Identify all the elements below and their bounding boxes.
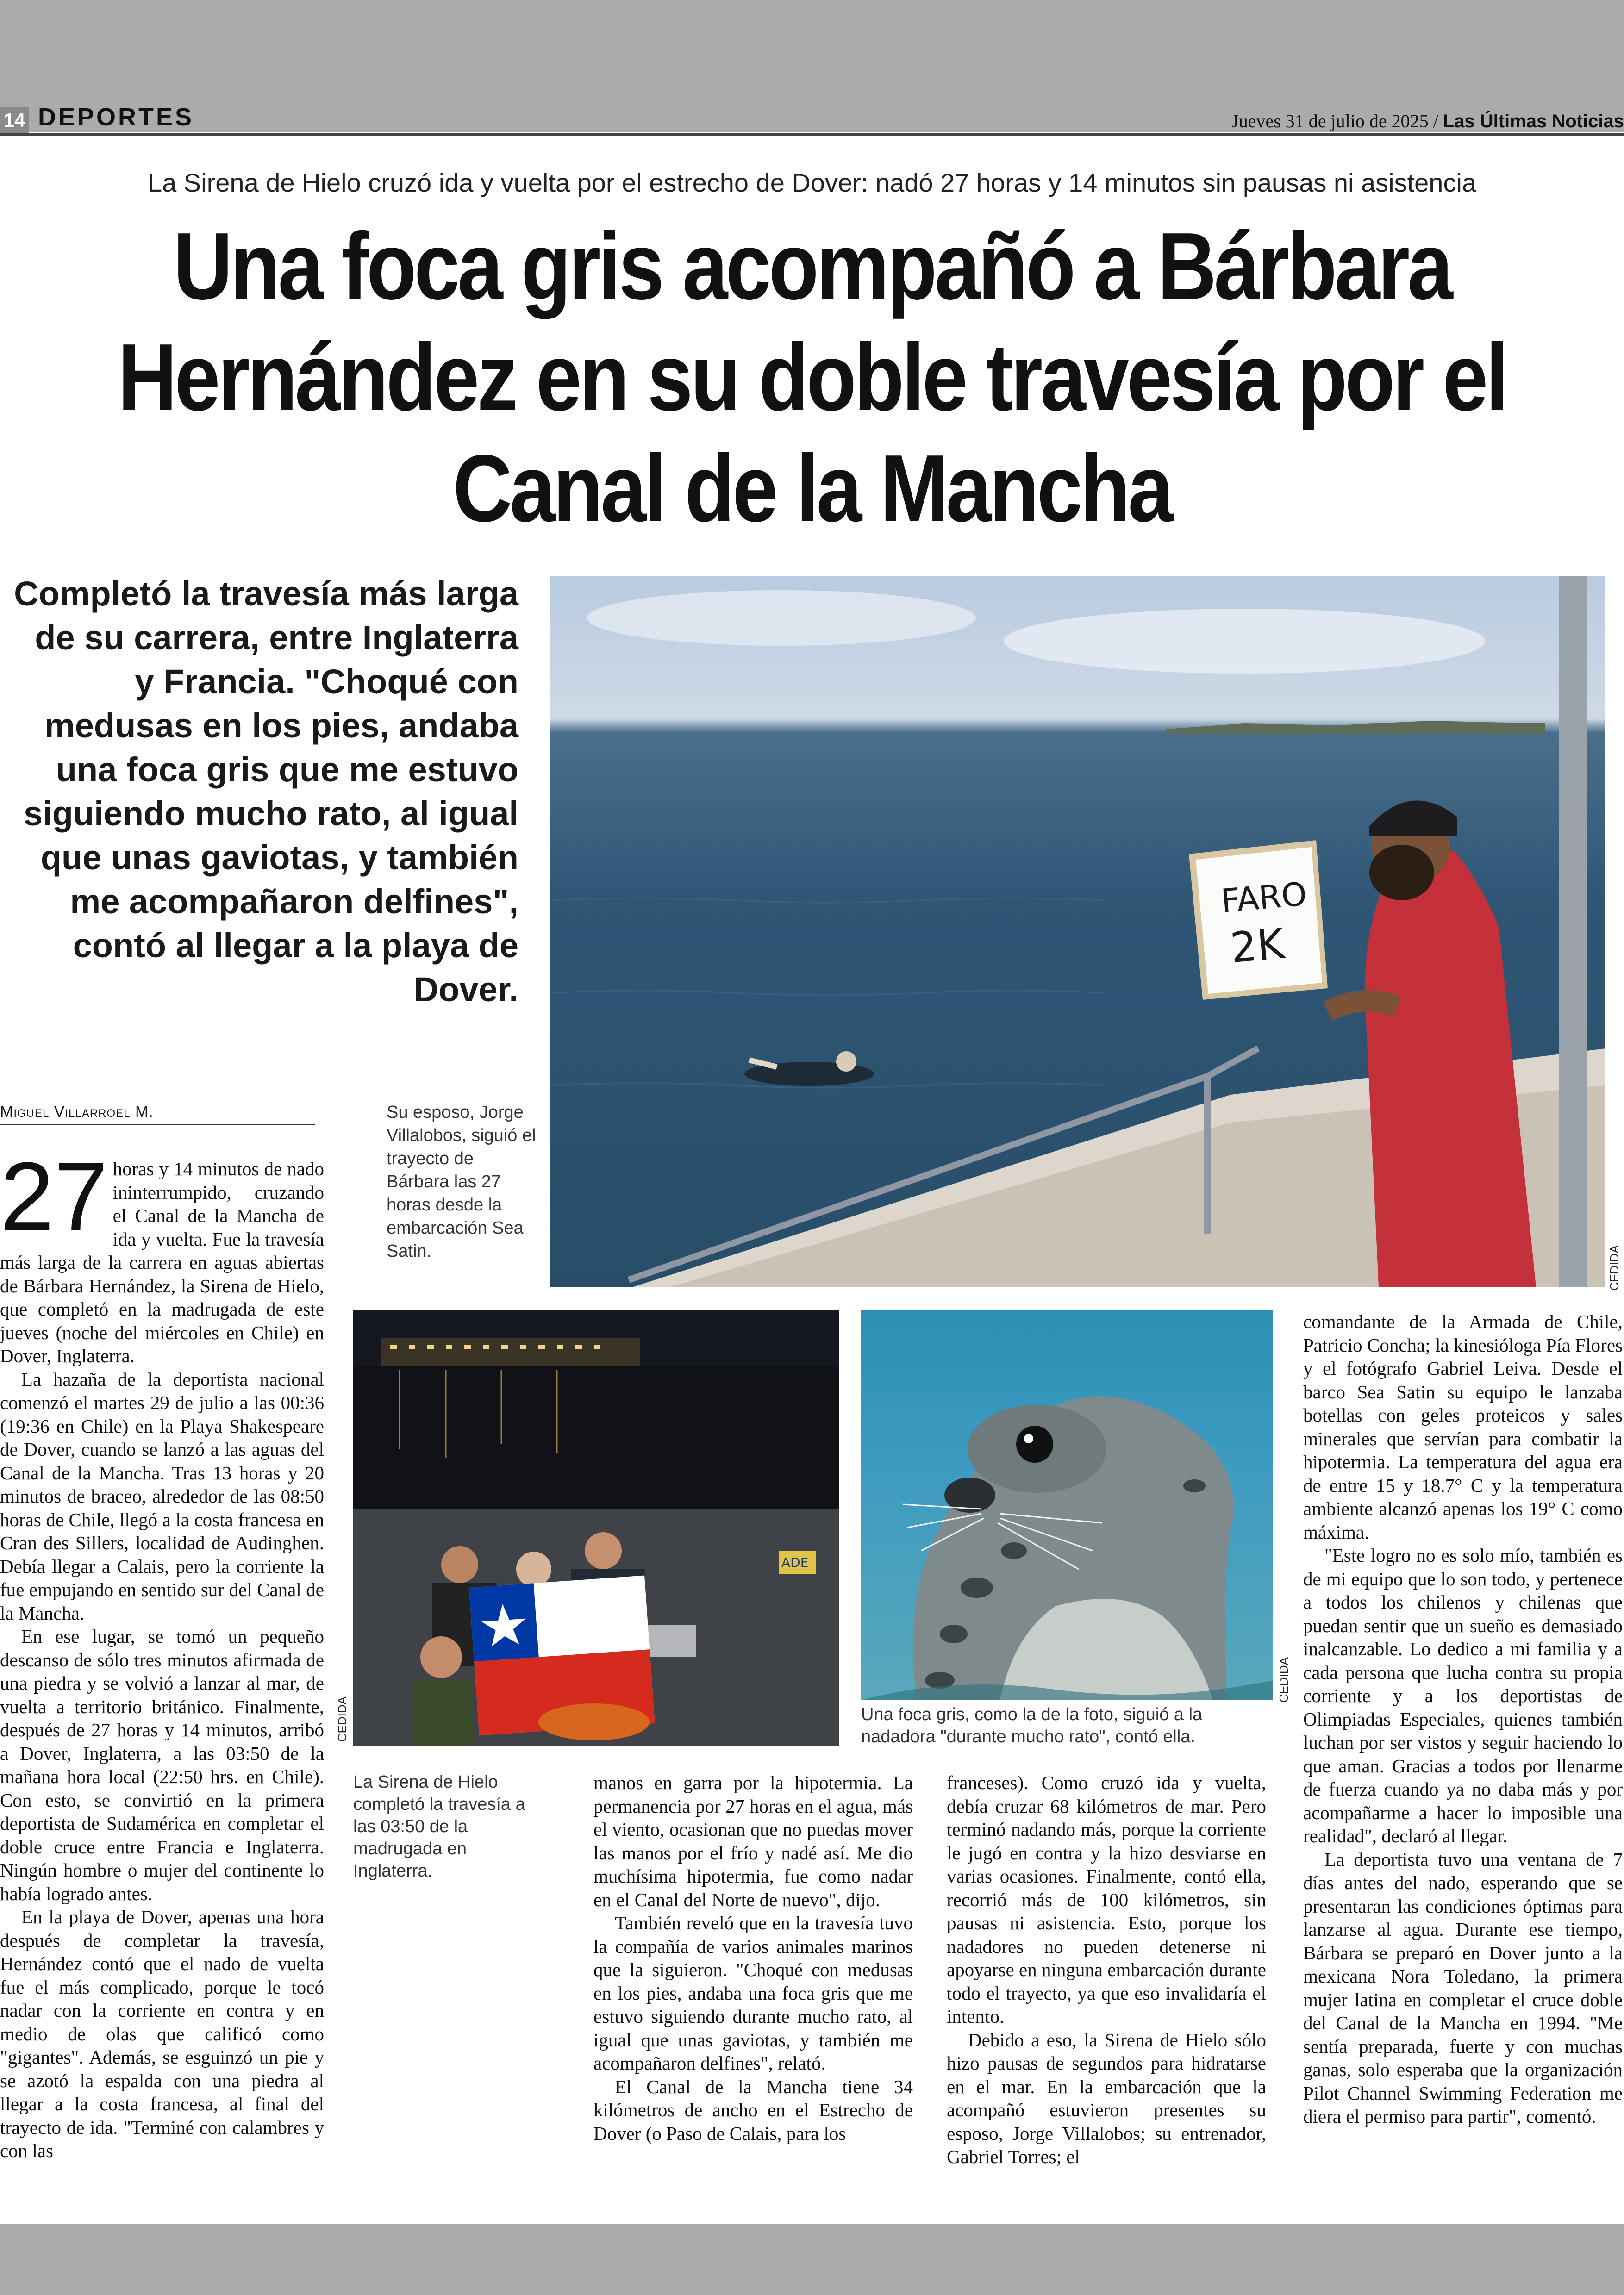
seal-photo-caption: Una foca gris, como la de la foto, siguió a la nadadora "durante mucho rato", contó ella. xyxy=(861,1705,1203,1746)
sign-text-line2: 2K xyxy=(1228,919,1287,973)
headline xyxy=(114,211,1511,544)
article-paragraph xyxy=(0,1142,324,1368)
page-number: 14 xyxy=(0,107,29,133)
article-paragraph: "Este logro no es solo mío, también es de mi equipo que lo son todo, y pertenece a todos los chilenos y chilenas que puedan sentir que un sueño es demasiado inalcanzable. Lo dedico a mi familia y a cada persona que lucha contra su propia corriente y a los deportistas de Olimpiadas Especiales, quienes también luchan por ser vistos y seguir haciendo lo que aman. Gracias a todos por llenarme de fuerza cuando ya no daba más y por acompañarme a hacer lo imposible una realidad", declaró al llegar. xyxy=(1303,1545,1623,1846)
lead-line: de su carrera, entre Inglaterra xyxy=(35,618,518,657)
night-photo xyxy=(353,1310,839,1746)
issue-date: Jueves 31 de julio de 2025 xyxy=(1231,111,1429,131)
article-column-1 xyxy=(0,1142,324,2163)
lead-summary xyxy=(9,572,518,1011)
lead-line: y Francia. "Choqué con xyxy=(135,662,518,701)
article-column-2 xyxy=(593,1771,913,2145)
night-photo-illustration xyxy=(353,1310,839,1746)
seal-illustration xyxy=(861,1310,1273,1700)
lead-line: una foca gris que me estuvo xyxy=(56,750,518,789)
lead-line: Completó la travesía más larga xyxy=(14,574,518,613)
publication-name: Las Últimas Noticias xyxy=(1443,111,1624,131)
article-paragraph: También reveló que en la travesía tuvo la compañía de varios animales marinos que la siguieron. "Choqué con medusas en los pies, andaba una foca gris que me estuvo siguiendo durante mucho rato, al igual que unas gaviotas, y también me acompañaron delfines", relató. xyxy=(593,1912,913,2074)
seal-photo xyxy=(861,1310,1273,1700)
article-paragraph: En la playa de Dover, apenas una hora después de completar la travesía, Hernández contó que el nado de vuelta fue el más complicado, porque le tocó nadar con la corriente en contra y en medio de olas que calificó como "gigantes". Además, se esguinzó un pie y se azotó la espalda con una piedra al llegar a la costa francesa, al final del trayecto de ida. "Terminé con calambres y con las xyxy=(0,1906,324,2161)
headline-line: Una foca gris acompañó a Bárbara xyxy=(173,213,1451,319)
lead-line: siguiendo mucho rato, al igual xyxy=(24,794,518,833)
article-paragraph: Debido a eso, la Sirena de Hielo sólo hizo pausas de segundos para hidratarse en el mar. En la embarcación que la acompañó estuvieron presentes su esposo, Jorge Villalobos; su entrenador, Gabriel Torres; el xyxy=(947,2029,1266,2167)
lead-line: Dover. xyxy=(413,970,518,1009)
dropcap: 27 xyxy=(0,1142,108,1251)
night-photo-caption: La Sirena de Hielo completó la travesía a las 03:50 de la madrugada en Inglaterra. xyxy=(353,1772,525,1881)
headline-line: Canal de la Mancha xyxy=(453,435,1171,542)
article-intro: horas y 14 minutos de nado ininterrumpido, cruzando el Canal de la Mancha de ida y vuelta. Fue la travesía más larga de la carrera en aguas abiertas de Bárbara Hernández, la Sirena de Hielo, que completó en la madrugada de este jueves (noche del miércoles en Chile) en Dover, Inglaterra. xyxy=(0,1158,324,1366)
article-paragraph: La deportista tuvo una ventana de 7 días antes del nado, esperando que se presentaran las condiciones óptimas para lanzarse al agua. Durante ese tiempo, Bárbara se preparó en Dover junto a la mexicana Nora Toledano, la primera mujer latina en completar el cruce doble del Canal de la Mancha en 1994. "Me sentía preparada, fuerte y con muchas ganas, solo esperaba que la organización Pilot Channel Swimming Federation me diera el permiso para partir", comentó. xyxy=(1303,1848,1623,2127)
article-paragraph: comandante de la Armada de Chile, Patricio Concha; la kinesióloga Pía Flores y el fotógrafo Gabriel Leiva. Desde el barco Sea Satin su equipo le lanzaba botellas con geles proteicos y sales minerales que servían para combatir la hipotermia. La temperatura del agua era de entre 15 y 18.7° C y la temperatura ambiente alcanzó apenas los 19° C como máxima. xyxy=(1303,1311,1623,1543)
sign-text-line1: FARO xyxy=(1219,875,1309,920)
article-paragraph: La hazaña de la deportista nacional comenzó el martes 29 de julio a las 00:36 (19:36 en Chile) en la Playa Shakespeare de Dover, cuando se lanzó a las aguas del Canal de la Mancha. Tras 13 horas y 20 minutos de braceo, alrededor de las 08:50 horas de Chile, llegó a la costa francesa en Cran des Sillers, localidad de Audinghen. Debía llegar a Calais, pero la corriente la fue empujando en sentido sur del Canal de la Mancha. xyxy=(0,1368,324,1624)
main-photo-credit: CEDIDA xyxy=(1607,1245,1621,1291)
main-photo-caption: Su esposo, Jorge Villalobos, siguió el trayecto de Bárbara las 27 horas desde la embarcación Sea Satin. xyxy=(387,1103,536,1261)
headline-line: Hernández en su doble travesía por el xyxy=(118,324,1506,430)
article-paragraph: franceses). Como cruzó ida y vuelta, debía cruzar 68 kilómetros de mar. Pero terminó nadando más, porque la corriente le jugó en contra y la hizo desviarse en varias ocasiones. Finalmente, contó ella, recorrió más de 100 kilómetros, sin pausas ni asistencia. Esto, porque los nadadores no pueden detenerse ni apoyarse en ninguna embarcación durante todo el trayecto, ya que eso invalidaría el intento. xyxy=(947,1772,1266,2027)
main-photo-illustration xyxy=(550,576,1605,1287)
article-paragraph: El Canal de la Mancha tiene 34 kilómetros de ancho en el Estrecho de Dover (o Paso de Calais, para los xyxy=(593,2076,913,2144)
article-column-3 xyxy=(947,1771,1266,2169)
boat-label: ADE xyxy=(781,1555,809,1570)
seal-photo-credit: CEDIDA xyxy=(1277,1657,1291,1703)
lead-line: medusas en los pies, andaba xyxy=(44,706,518,745)
dateline xyxy=(1231,110,1624,132)
lead-line: contó al llegar a la playa de xyxy=(73,926,518,965)
section-title: DEPORTES xyxy=(38,103,194,131)
lead-line: me acompañaron delfines", xyxy=(70,882,518,921)
main-photo xyxy=(550,576,1605,1287)
night-photo-credit: CEDIDA xyxy=(335,1696,349,1742)
kicker: La Sirena de Hielo cruzó ida y vuelta por el estrecho de Dover: nadó 27 horas y 14 minutos sin pausas ni asistencia xyxy=(147,168,1477,197)
lead-line: que unas gaviotas, y también xyxy=(40,838,518,877)
article-paragraph: En ese lugar, se tomó un pequeño descanso de sólo tres minutos afirmada de una piedra y se volvió a lanzar al mar, de vuelta a territorio británico. Finalmente, después de 27 horas y 14 minutos, arribó a Dover, Inglaterra, a las 03:50 de la mañana hora local (22:50 hrs. en Chile). Con esto, se convirtió en la primera deportista de Sudamérica en completar el doble cruce entre Francia e Inglaterra. Ningún hombre o mujer del continente lo había logrado antes. xyxy=(0,1626,324,1904)
header-rule xyxy=(0,133,1624,136)
article-column-4 xyxy=(1303,1310,1623,2128)
dateline-separator: / xyxy=(1433,111,1438,131)
byline: Miguel Villarroel M. xyxy=(0,1103,315,1125)
article-paragraph: manos en garra por la hipotermia. La permanencia por 27 horas en el agua, más el viento, ocasionan que no puedas mover las manos por el frío y nadé así. Me dio muchísima hipotermia, fue como nadar en el Canal del Norte de nuevo", dijo. xyxy=(593,1772,913,1910)
